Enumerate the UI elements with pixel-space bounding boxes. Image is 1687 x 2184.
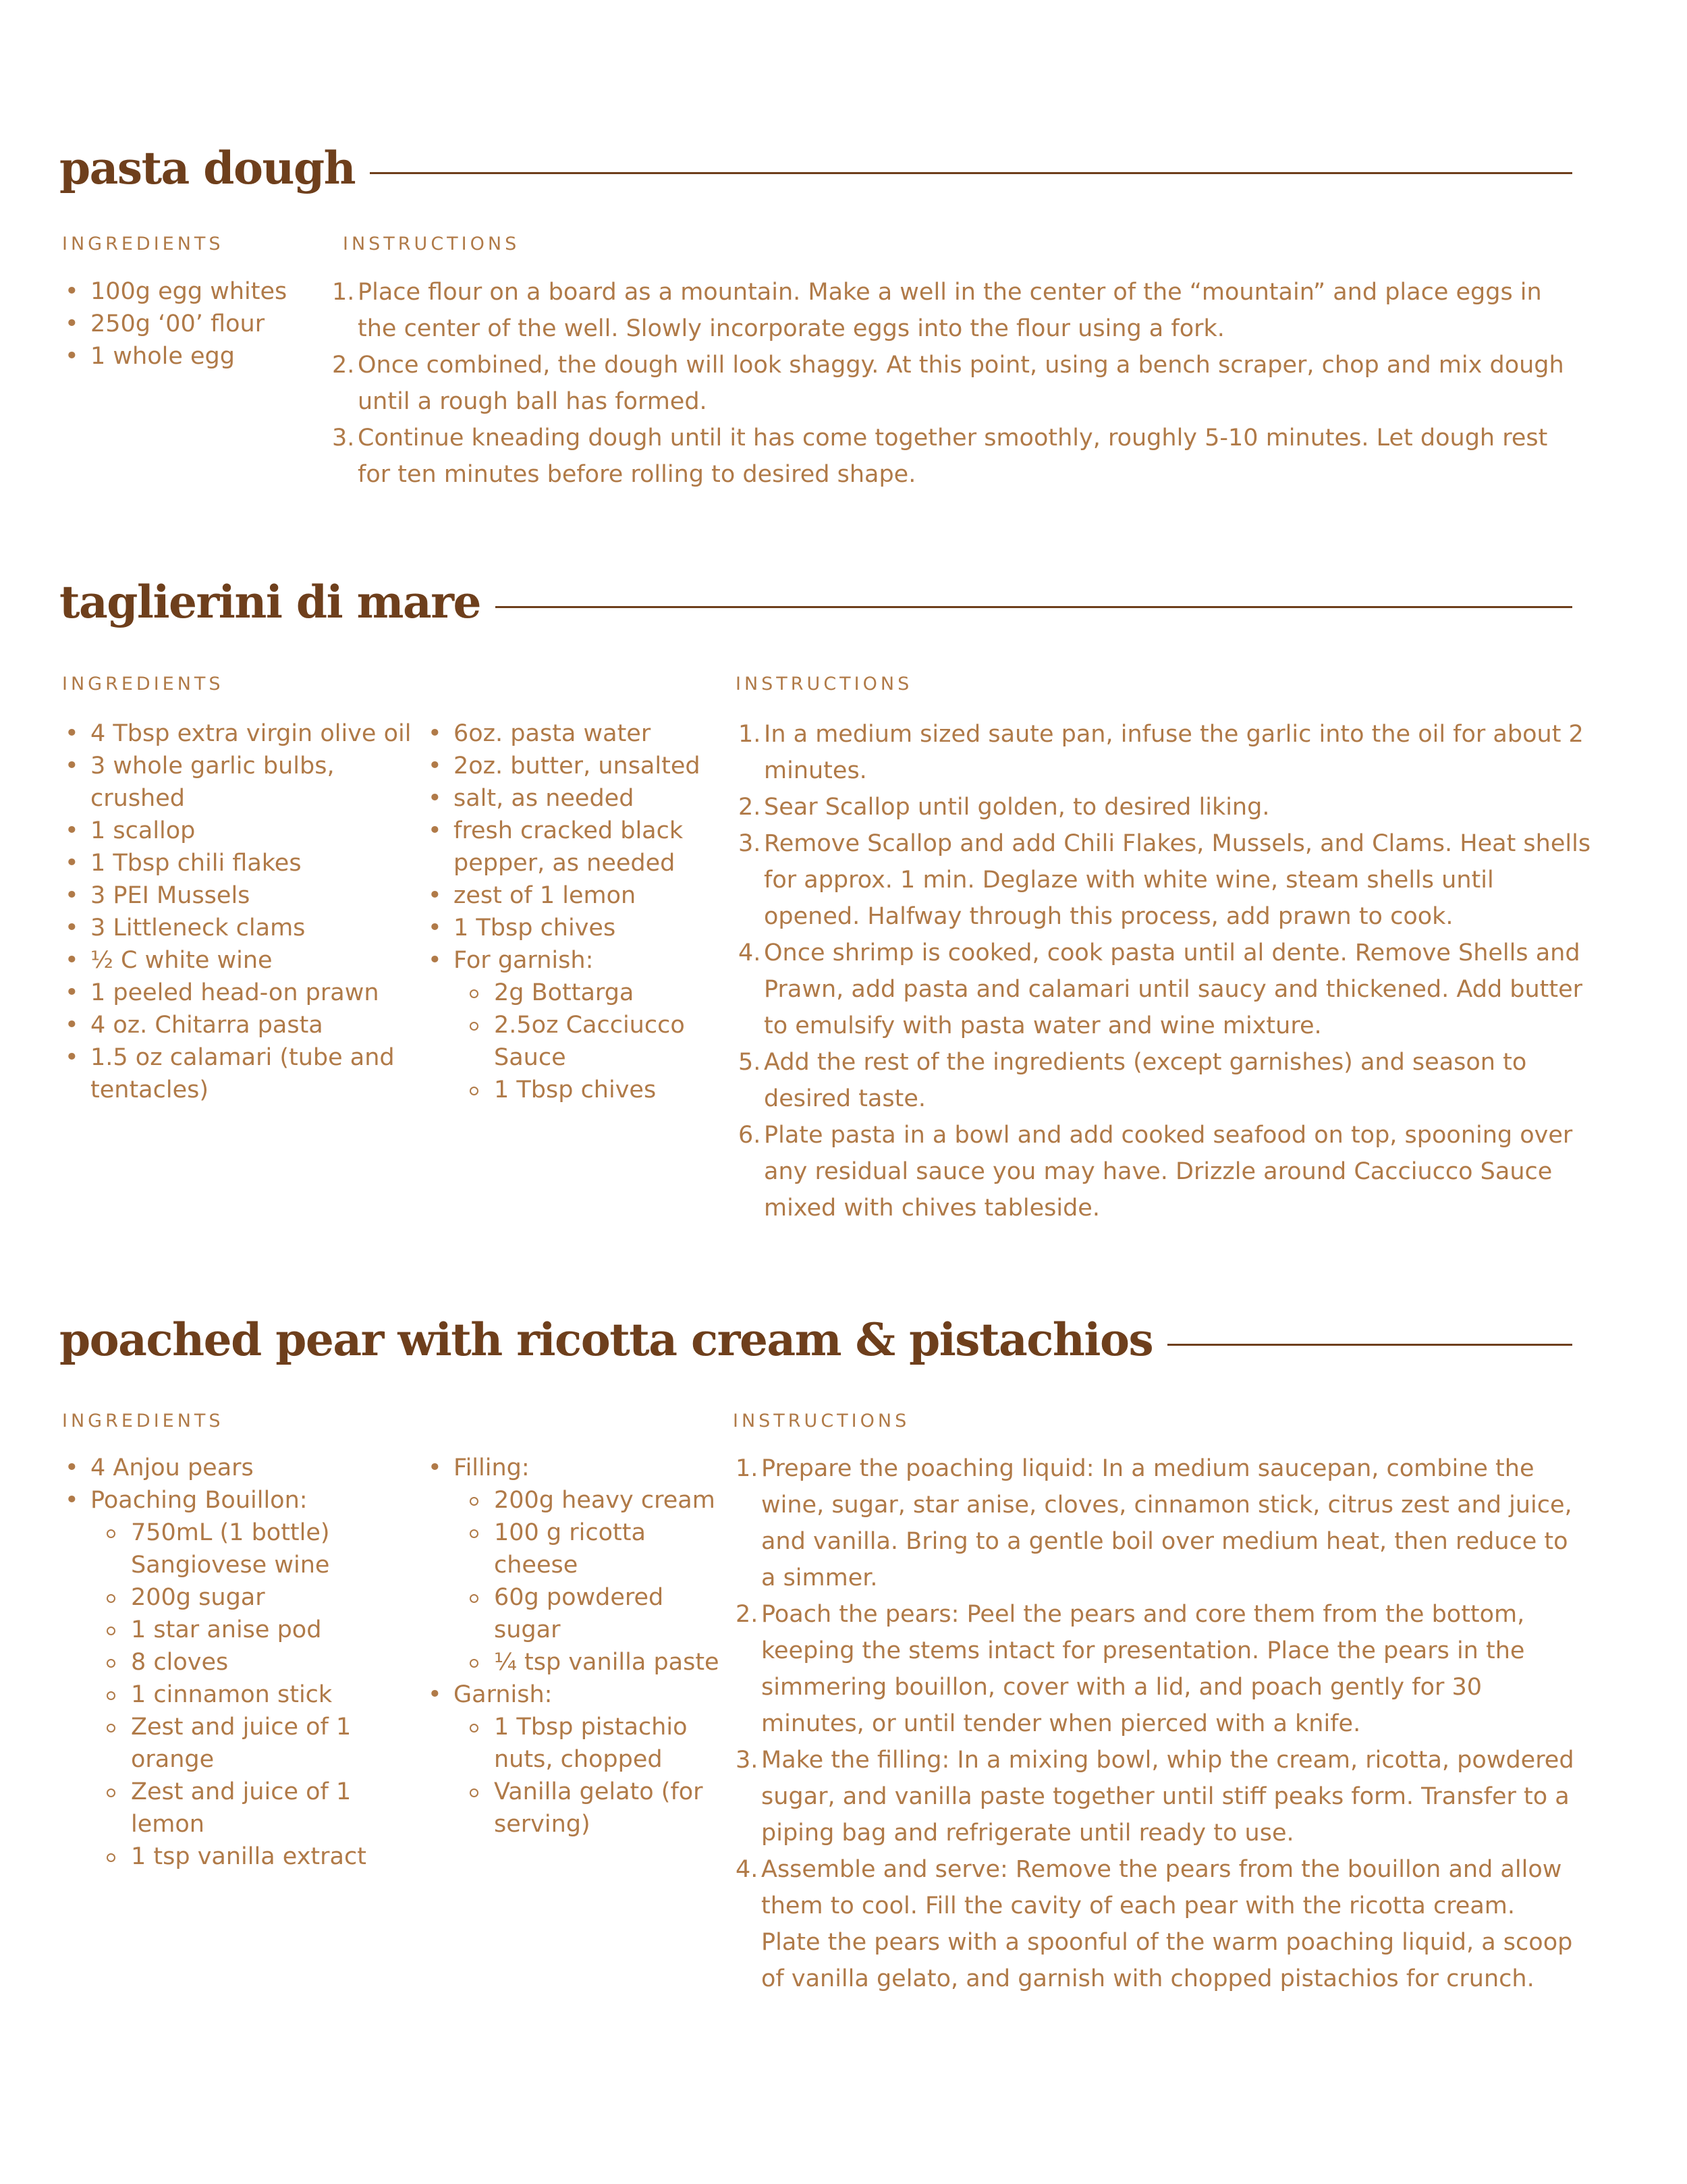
recipe-title: poached pear with ricotta cream & pistachios	[59, 1313, 1153, 1366]
instruction-step	[332, 420, 1574, 493]
step-text: In a medium sized saute pan, infuse the garlic into the oil for about 2 minutes.	[764, 721, 1584, 784]
ingredient-subitem: ¼ tsp vanilla paste	[425, 1646, 722, 1678]
instruction-step	[738, 935, 1595, 1044]
ingredient-item: • salt, as needed	[425, 782, 722, 815]
ingredient-item: • ½ C white wine	[62, 944, 420, 977]
ingredient-item: • 1 peeled head-on prawn	[62, 977, 420, 1009]
step-number: 3.	[738, 830, 761, 857]
ingredient-item: • 1 whole egg	[62, 340, 319, 373]
ingredient-group-label: • Poaching Bouillon:	[62, 1484, 420, 1517]
instructions-label: INSTRUCTIONS	[733, 1411, 910, 1431]
instruction-step	[738, 789, 1595, 825]
ingredient-item: • 2oz. butter, unsalted	[425, 750, 722, 782]
ingredients-label: INGREDIENTS	[62, 234, 224, 254]
ingredient-item: • 1 Tbsp chili flakes	[62, 847, 420, 879]
ingredient-subitem: 8 cloves	[62, 1646, 420, 1678]
instruction-step	[738, 716, 1595, 789]
instruction-step	[332, 274, 1574, 347]
ingredient-item: • fresh cracked black pepper, as needed	[425, 815, 722, 879]
ingredient-item: • 1 scallop	[62, 815, 420, 847]
instructions-list	[332, 274, 1574, 493]
step-number: 5.	[738, 1049, 761, 1076]
step-text: Remove Scallop and add Chili Flakes, Mussels, and Clams. Heat shells for approx. 1 min. Deglaze with white wine, steam shells until opened. Halfway through this process, add prawn to cook.	[764, 830, 1591, 930]
ingredient-group-label: • Filling:	[425, 1452, 722, 1484]
ingredient-subitem: 750mL (1 bottle) Sangiovese wine	[62, 1517, 360, 1581]
step-number: 6.	[738, 1122, 761, 1149]
ingredient-subitem: 200g sugar	[62, 1581, 420, 1614]
garnish-item: 1 Tbsp chives	[425, 1074, 722, 1106]
instruction-step	[736, 1596, 1579, 1742]
instruction-step	[738, 1044, 1595, 1117]
recipe-title-row	[59, 576, 1572, 628]
ingredient-item: • 250g ‘00’ flour	[62, 308, 319, 340]
ingredient-item: • 1 Tbsp chives	[425, 912, 722, 944]
ingredient-subitem: 1 star anise pod	[62, 1614, 420, 1646]
step-number: 4.	[736, 1856, 758, 1883]
recipe-title: pasta dough	[59, 142, 356, 194]
instruction-step	[738, 825, 1595, 935]
title-divider	[370, 172, 1572, 174]
instructions-label: INSTRUCTIONS	[343, 234, 520, 254]
step-text: Place flour on a board as a mountain. Make a well in the center of the “mountain” and place eggs in the center of the well. Slowly incorporate eggs into the flour using a fork.	[358, 279, 1542, 342]
step-text: Once shrimp is cooked, cook pasta until al dente. Remove Shells and Prawn, add pasta and calamari until saucy and thickened. Add butter to emulsify with pasta water and wine mixture.	[764, 939, 1583, 1039]
step-number: 2.	[736, 1601, 758, 1628]
instruction-step	[738, 1117, 1595, 1226]
garnish-item: 2.5oz Cacciucco Sauce	[425, 1009, 722, 1074]
step-number: 1.	[332, 279, 355, 306]
ingredient-subitem: 60g powdered sugar	[425, 1581, 676, 1646]
ingredient-item: • For garnish:	[425, 944, 722, 977]
ingredients-label: INGREDIENTS	[62, 1411, 224, 1431]
ingredient-item: • 3 whole garlic bulbs, crushed	[62, 750, 420, 815]
ingredient-subitem: 200g heavy cream	[425, 1484, 722, 1517]
ingredient-item: • 100g egg whites	[62, 275, 319, 308]
ingredient-item: • 4 Tbsp extra virgin olive oil	[62, 717, 420, 750]
ingredient-subitem: Zest and juice of 1 lemon	[62, 1776, 360, 1840]
step-text: Poach the pears: Peel the pears and core them from the bottom, keeping the stems intact for presentation. Place the pears in the simmering bouillon, cover with a lid, and poach gently for 30 minutes, or until tender when pierced with a knife.	[761, 1601, 1525, 1737]
recipe-title-row	[59, 142, 1572, 194]
instructions-list	[736, 1450, 1579, 1997]
step-number: 3.	[736, 1747, 758, 1774]
step-text: Sear Scallop until golden, to desired liking.	[764, 794, 1270, 821]
instruction-step	[736, 1450, 1579, 1596]
instruction-step	[736, 1742, 1579, 1851]
ingredient-subitem: 1 tsp vanilla extract	[62, 1840, 420, 1873]
step-number: 4.	[738, 939, 761, 966]
ingredient-item: • zest of 1 lemon	[425, 879, 722, 912]
garnish-item: 2g Bottarga	[425, 977, 722, 1009]
ingredient-subitem: 1 cinnamon stick	[62, 1678, 420, 1711]
ingredients-label: INGREDIENTS	[62, 674, 224, 694]
ingredient-item: • 4 oz. Chitarra pasta	[62, 1009, 420, 1041]
ingredient-subitem: Zest and juice of 1 orange	[62, 1711, 360, 1776]
step-text: Assemble and serve: Remove the pears from the bouillon and allow them to cool. Fill the cavity of each pear with the ricotta cream. Plate the pears with a spoonful of the warm poaching liquid, a scoop of vanilla gelato, and garnish with chopped pistachios for crunch.	[761, 1856, 1573, 1992]
ingredients-list	[62, 275, 319, 373]
ingredient-item: • 4 Anjou pears	[62, 1452, 420, 1484]
step-text: Once combined, the dough will look shaggy. At this point, using a bench scraper, chop and mix dough until a rough ball has formed.	[358, 352, 1564, 415]
ingredient-item: • 3 Littleneck clams	[62, 912, 420, 944]
ingredient-item: • 3 PEI Mussels	[62, 879, 420, 912]
ingredients-list-col2	[425, 717, 722, 1106]
ingredient-subitem: 100 g ricotta cheese	[425, 1517, 669, 1581]
instructions-label: INSTRUCTIONS	[736, 674, 913, 694]
step-text: Continue kneading dough until it has come together smoothly, roughly 5-10 minutes. Let dough rest for ten minutes before rolling to desired shape.	[358, 425, 1548, 488]
title-divider	[495, 606, 1572, 608]
instruction-step	[736, 1851, 1579, 1997]
recipe-title: taglierini di mare	[59, 576, 480, 628]
ingredients-list-col2	[425, 1452, 722, 1840]
step-text: Plate pasta in a bowl and add cooked seafood on top, spooning over any residual sauce you may have. Drizzle around Cacciucco Sauce mixed with chives tableside.	[764, 1122, 1573, 1222]
step-number: 1.	[736, 1455, 758, 1482]
step-number: 2.	[332, 352, 355, 379]
ingredient-subitem: 1 Tbsp pistachio nuts, chopped	[425, 1711, 696, 1776]
ingredient-item: • 1.5 oz calamari (tube and tentacles)	[62, 1041, 420, 1106]
step-number: 1.	[738, 721, 761, 748]
ingredient-subitem: Vanilla gelato (for serving)	[425, 1776, 723, 1840]
step-text: Make the filling: In a mixing bowl, whip the cream, ricotta, powdered sugar, and vanilla paste together until stiff peaks form. Transfer to a piping bag and refrigerate until ready to use.	[761, 1747, 1574, 1847]
recipe-title-row	[59, 1313, 1572, 1366]
instruction-step	[332, 347, 1574, 420]
step-number: 3.	[332, 425, 355, 452]
step-number: 2.	[738, 794, 761, 821]
step-text: Prepare the poaching liquid: In a medium saucepan, combine the wine, sugar, star anise, cloves, cinnamon stick, citrus zest and juice, and vanilla. Bring to a gentle boil over medium heat, then reduce to a simmer.	[761, 1455, 1572, 1591]
ingredient-item: • 6oz. pasta water	[425, 717, 722, 750]
ingredients-list-col1	[62, 1452, 420, 1873]
ingredient-group-label: • Garnish:	[425, 1678, 722, 1711]
title-divider	[1167, 1344, 1572, 1346]
instructions-list	[738, 716, 1595, 1226]
ingredients-list-col1	[62, 717, 420, 1106]
step-text: Add the rest of the ingredients (except garnishes) and season to desired taste.	[764, 1049, 1527, 1112]
